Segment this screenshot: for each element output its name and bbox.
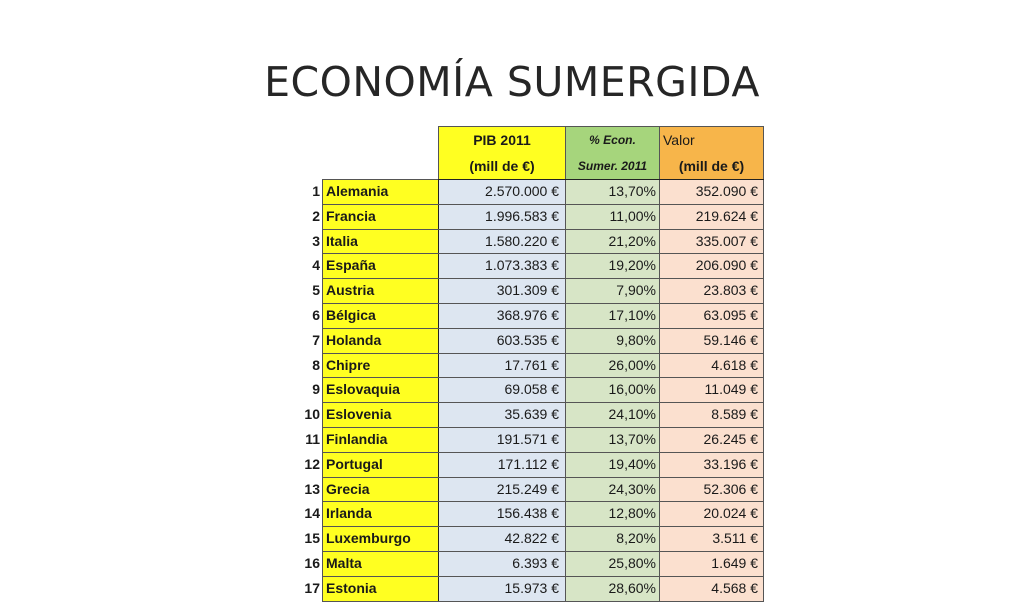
country-cell: Chipre	[323, 353, 439, 378]
pct-cell: 26,00%	[566, 353, 660, 378]
header-pct-line2: Sumer. 2011	[566, 153, 660, 180]
economy-table-container	[296, 126, 764, 602]
pct-cell: 19,40%	[566, 452, 660, 477]
country-cell: Bélgica	[323, 303, 439, 328]
table-row	[296, 303, 764, 328]
table-row	[296, 551, 764, 576]
value-cell: 26.245 €	[660, 427, 764, 452]
table-row	[296, 576, 764, 601]
table-row	[296, 427, 764, 452]
country-cell: Francia	[323, 204, 439, 229]
economy-table	[296, 126, 764, 602]
table-row	[296, 403, 764, 428]
country-cell: Grecia	[323, 477, 439, 502]
slide-title: ECONOMÍA SUMERGIDA	[264, 58, 760, 106]
header-val-line1: Valor	[660, 127, 764, 154]
header-row-2	[296, 153, 764, 180]
pib-cell: 156.438 €	[439, 502, 566, 527]
header-blank-country-2	[323, 153, 439, 180]
value-cell: 8.589 €	[660, 403, 764, 428]
pct-cell: 7,90%	[566, 279, 660, 304]
row-number: 14	[304, 505, 320, 522]
row-number: 2	[312, 207, 320, 224]
row-number: 11	[305, 430, 320, 447]
country-cell: Holanda	[323, 328, 439, 353]
value-cell: 4.568 €	[660, 576, 764, 601]
table-row	[296, 254, 764, 279]
value-cell: 219.624 €	[660, 204, 764, 229]
row-number: 8	[312, 356, 320, 373]
pct-cell: 28,60%	[566, 576, 660, 601]
country-cell: Italia	[323, 229, 439, 254]
pib-cell: 17.761 €	[439, 353, 566, 378]
value-cell: 63.095 €	[660, 303, 764, 328]
row-number: 6	[312, 306, 320, 323]
table-row	[296, 229, 764, 254]
table-row	[296, 502, 764, 527]
table-row	[296, 378, 764, 403]
header-pib-line2: (mill de €)	[439, 153, 566, 180]
pib-cell: 191.571 €	[439, 427, 566, 452]
header-val-line2: (mill de €)	[660, 153, 764, 180]
value-cell: 3.511 €	[660, 527, 764, 552]
country-cell: Austria	[323, 279, 439, 304]
pct-cell: 16,00%	[566, 378, 660, 403]
pib-cell: 603.535 €	[439, 328, 566, 353]
country-cell: Luxemburgo	[323, 527, 439, 552]
table-row	[296, 328, 764, 353]
header-blank-num	[296, 127, 323, 154]
country-cell: Malta	[323, 551, 439, 576]
pib-cell: 171.112 €	[439, 452, 566, 477]
table-row	[296, 477, 764, 502]
country-cell: España	[323, 254, 439, 279]
pib-cell: 1.073.383 €	[439, 254, 566, 279]
value-cell: 11.049 €	[660, 378, 764, 403]
pib-cell: 301.309 €	[439, 279, 566, 304]
value-cell: 1.649 €	[660, 551, 764, 576]
country-cell: Irlanda	[323, 502, 439, 527]
pct-cell: 24,10%	[566, 403, 660, 428]
pct-cell: 19,20%	[566, 254, 660, 279]
value-cell: 206.090 €	[660, 254, 764, 279]
value-cell: 52.306 €	[660, 477, 764, 502]
row-number: 10	[304, 406, 320, 423]
pib-cell: 368.976 €	[439, 303, 566, 328]
pib-cell: 42.822 €	[439, 527, 566, 552]
pib-cell: 215.249 €	[439, 477, 566, 502]
pct-cell: 9,80%	[566, 328, 660, 353]
row-number: 16	[304, 554, 320, 571]
row-number: 9	[312, 381, 320, 398]
pct-cell: 13,70%	[566, 427, 660, 452]
economy-table-body	[296, 127, 764, 602]
table-row	[296, 279, 764, 304]
row-number: 4	[312, 257, 320, 274]
row-number: 3	[312, 232, 320, 249]
country-cell: Eslovaquia	[323, 378, 439, 403]
pib-cell: 15.973 €	[439, 576, 566, 601]
country-cell: Eslovenia	[323, 403, 439, 428]
row-number: 1	[312, 183, 320, 199]
table-row	[296, 204, 764, 229]
value-cell: 4.618 €	[660, 353, 764, 378]
table-row	[296, 353, 764, 378]
pct-cell: 12,80%	[566, 502, 660, 527]
country-cell: Estonia	[323, 576, 439, 601]
header-pct-line1: % Econ.	[566, 127, 660, 154]
header-row-1	[296, 127, 764, 154]
value-cell: 23.803 €	[660, 279, 764, 304]
pib-cell: 1.996.583 €	[439, 204, 566, 229]
pct-cell: 24,30%	[566, 477, 660, 502]
country-cell: Finlandia	[323, 427, 439, 452]
country-cell: Alemania	[323, 180, 439, 205]
value-cell: 335.007 €	[660, 229, 764, 254]
row-number: 17	[304, 579, 320, 596]
row-number: 5	[312, 282, 320, 299]
value-cell: 352.090 €	[660, 180, 764, 205]
row-number: 15	[304, 530, 320, 547]
pib-cell: 35.639 €	[439, 403, 566, 428]
header-blank-country	[323, 127, 439, 154]
table-row	[296, 452, 764, 477]
country-cell: Portugal	[323, 452, 439, 477]
value-cell: 59.146 €	[660, 328, 764, 353]
table-row	[296, 527, 764, 552]
pib-cell: 2.570.000 €	[439, 180, 566, 205]
pct-cell: 17,10%	[566, 303, 660, 328]
pct-cell: 25,80%	[566, 551, 660, 576]
value-cell: 20.024 €	[660, 502, 764, 527]
pct-cell: 13,70%	[566, 180, 660, 205]
pib-cell: 6.393 €	[439, 551, 566, 576]
pct-cell: 21,20%	[566, 229, 660, 254]
pib-cell: 69.058 €	[439, 378, 566, 403]
table-row	[296, 180, 764, 205]
header-pib-line1: PIB 2011	[439, 127, 566, 154]
row-number: 7	[312, 331, 320, 348]
pct-cell: 11,00%	[566, 204, 660, 229]
pib-cell: 1.580.220 €	[439, 229, 566, 254]
header-blank-num-2	[296, 153, 323, 180]
pct-cell: 8,20%	[566, 527, 660, 552]
row-number: 13	[304, 480, 320, 497]
row-number: 12	[304, 455, 320, 472]
value-cell: 33.196 €	[660, 452, 764, 477]
